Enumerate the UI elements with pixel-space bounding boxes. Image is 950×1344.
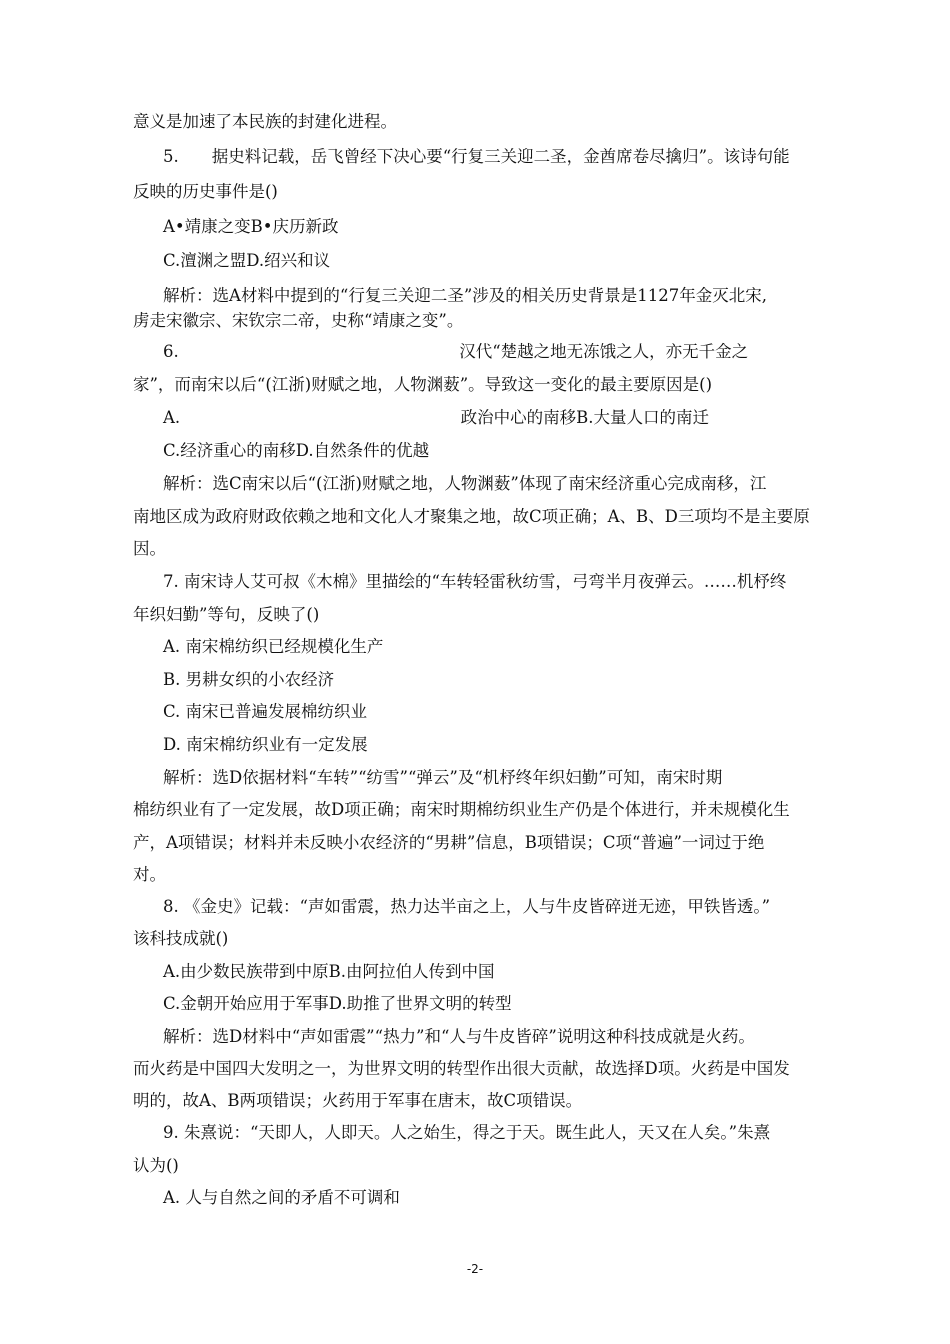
question-8-options: A.由少数民族带到中原B.由阿拉伯人传到中国: [163, 962, 495, 981]
text-line: 明的，故A、B两项错误；火药用于军事在唐末，故C项错误。: [133, 1091, 583, 1110]
question-7-option-d: D. 南宋棉纺织业有一定发展: [163, 735, 368, 754]
question-5-analysis: 解析：选A材料中提到的“行复三关迎二圣”涉及的相关历史背景是1127年金灭北宋,: [163, 286, 768, 305]
question-5-stem: 5. 据史料记载，岳飞曾经下决心要“行复三关迎二圣，金酋席卷尽擒归”。该诗句能: [163, 147, 790, 166]
text-line: 产，A项错误；材料并未反映小农经济的“男耕”信息，B项错误；C项“普遍”一词过于绝: [133, 833, 765, 852]
text-line: 因。: [133, 539, 166, 558]
text-line: 棉纺织业有了一定发展，故D项正确；南宋时期棉纺织业生产仍是个体进行，并未规模化生: [133, 800, 790, 819]
text-line: 而火药是中国四大发明之一，为世界文明的转型作出很大贡献，故选择D项。火药是中国发: [133, 1059, 790, 1078]
question-7-analysis: 解析：选D依据材料“车转”“纺雪”“弹云”及“机杼终年织妇勤”可知，南宋时期: [163, 768, 723, 787]
question-7-stem: 7. 南宋诗人艾可叔《木棉》里描绘的“车转轻雷秋纺雪，弓弯半月夜弹云。……机杼终: [163, 572, 787, 591]
question-6-options: A. 政治中心的南移B.大量人口的南迁: [163, 408, 710, 427]
text-line: 该科技成就(): [133, 929, 229, 948]
question-7-option-c: C. 南宋已普遍发展棉纺织业: [163, 702, 368, 721]
question-5-options: A•靖康之变B•庆历新政: [163, 217, 339, 236]
question-6-analysis: 解析：选C南宋以后“(江浙)财赋之地，人物渊薮”体现了南宋经济重心完成南移，江: [163, 474, 767, 493]
question-6-stem: 6. 汉代“楚越之地无冻饿之人，亦无千金之: [163, 342, 749, 361]
text-line: 南地区成为政府财政依赖之地和文化人才聚集之地，故C项正确；A、B、D三项均不是主要原: [133, 507, 810, 526]
question-8-analysis: 解析：选D材料中“声如雷震”“热力”和“人与牛皮皆碎”说明这种科技成就是火药。: [163, 1027, 755, 1046]
question-9-option-a: A. 人与自然之间的矛盾不可调和: [163, 1188, 400, 1207]
text-line: 年织妇勤”等句，反映了(): [133, 605, 320, 624]
text-line: 反映的历史事件是(): [133, 182, 278, 201]
question-7-option-b: B. 男耕女织的小农经济: [163, 670, 335, 689]
question-7-option-a: A. 南宋棉纺织已经规模化生产: [163, 637, 384, 656]
question-8-options: C.金朝开始应用于军事D.助推了世界文明的转型: [163, 994, 512, 1013]
question-8-stem: 8. 《金史》记载：“声如雷震，热力达半亩之上，人与牛皮皆碎迸无迹，甲铁皆透。”: [163, 897, 771, 916]
question-9-stem: 9. 朱熹说：“天即人，人即天。人之始生，得之于天。既生此人，天又在人矣。”朱熹: [163, 1123, 771, 1142]
page-number: -2-: [466, 1262, 484, 1276]
question-5-options: C.澶渊之盟D.绍兴和议: [163, 251, 331, 270]
text-line: 家”，而南宋以后“(江浙)财赋之地，人物渊薮”。导致这一变化的最主要原因是(): [133, 375, 713, 394]
text-line: 对。: [133, 865, 166, 884]
question-6-options: C.经济重心的南移D.自然条件的优越: [163, 441, 430, 460]
text-line: 认为(): [133, 1156, 179, 1175]
text-line: 虏走宋徽宗、宋钦宗二帝，史称“靖康之变”。: [133, 311, 464, 330]
text-line: 意义是加速了本民族的封建化进程。: [133, 112, 397, 131]
